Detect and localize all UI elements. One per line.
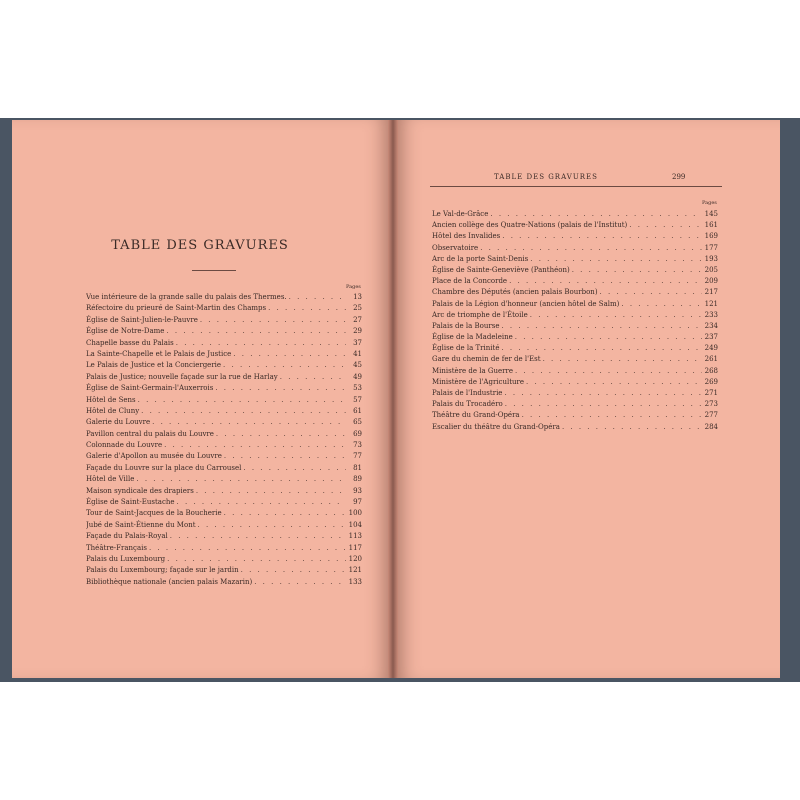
entry-page-number: 193 bbox=[704, 254, 718, 263]
dot-leader bbox=[287, 292, 346, 303]
entry-title: Palais de la Légion d'honneur (ancien hôtel de Salm) bbox=[432, 299, 620, 308]
dot-leader bbox=[162, 440, 346, 451]
dot-leader bbox=[165, 554, 346, 565]
entry-page-number: 13 bbox=[353, 293, 362, 301]
entry-title: Galerie du Louvre bbox=[86, 418, 151, 427]
dot-leader bbox=[136, 395, 346, 406]
toc-entry bbox=[432, 243, 718, 254]
entry-title: La Sainte-Chapelle et le Palais de Justice bbox=[86, 349, 232, 358]
entry-title: Bibliothèque nationale (ancien palais Mazarin) bbox=[86, 577, 253, 586]
right-entry-list bbox=[432, 209, 718, 433]
toc-entry bbox=[86, 577, 362, 588]
toc-entry bbox=[86, 372, 362, 383]
toc-entry bbox=[86, 395, 362, 406]
entry-title: Hôtel des Invalides bbox=[432, 232, 501, 241]
header-rule bbox=[430, 186, 722, 187]
entry-page-number: 121 bbox=[348, 566, 362, 575]
dot-leader bbox=[478, 243, 702, 254]
entry-page-number: 49 bbox=[353, 372, 362, 381]
toc-entry bbox=[432, 276, 718, 287]
right-page bbox=[398, 120, 780, 678]
entry-title: Le Val-de-Grâce bbox=[432, 210, 489, 218]
dot-leader bbox=[520, 410, 702, 421]
toc-entry bbox=[432, 299, 718, 310]
entry-page-number: 93 bbox=[353, 486, 362, 495]
toc-entry bbox=[86, 406, 362, 417]
toc-entry bbox=[432, 265, 718, 276]
entry-title: Arc de la porte Saint-Denis bbox=[432, 254, 529, 263]
entry-page-number: 177 bbox=[704, 243, 718, 252]
entry-page-number: 120 bbox=[348, 554, 362, 563]
entry-page-number: 27 bbox=[353, 315, 362, 324]
dot-leader bbox=[196, 520, 346, 531]
entry-page-number: 261 bbox=[704, 355, 718, 364]
toc-entry bbox=[86, 474, 362, 485]
entry-title: Gare du chemin de fer de l'Est bbox=[432, 355, 541, 364]
dot-leader bbox=[241, 463, 346, 474]
toc-entry bbox=[86, 360, 362, 371]
toc-entry bbox=[86, 417, 362, 428]
entry-page-number: 104 bbox=[348, 520, 362, 529]
toc-entry bbox=[86, 497, 362, 508]
entry-page-number: 61 bbox=[353, 406, 362, 415]
toc-entry bbox=[432, 377, 718, 388]
entry-page-number: 169 bbox=[704, 232, 718, 241]
toc-entry bbox=[86, 543, 362, 554]
entry-page-number: 29 bbox=[353, 327, 362, 336]
toc-entry bbox=[432, 209, 718, 220]
entry-page-number: 249 bbox=[704, 344, 718, 353]
toc-entry bbox=[432, 366, 718, 377]
dot-leader bbox=[139, 406, 346, 417]
page-title: TABLE DES GRAVURES bbox=[111, 238, 289, 253]
entry-page-number: 284 bbox=[704, 422, 718, 431]
dot-leader bbox=[175, 497, 346, 508]
toc-entry bbox=[432, 220, 718, 231]
toc-entry bbox=[86, 520, 362, 531]
toc-entry bbox=[432, 388, 718, 399]
entry-page-number: 89 bbox=[353, 475, 362, 484]
entry-title: Palais de l'Industrie bbox=[432, 389, 503, 397]
entry-title: Théâtre du Grand-Opéra bbox=[432, 411, 520, 420]
dot-leader bbox=[500, 231, 702, 242]
toc-entry bbox=[432, 287, 718, 298]
toc-entry bbox=[432, 321, 718, 332]
entry-title: Escalier du théâtre du Grand-Opéra bbox=[432, 422, 560, 431]
dot-leader bbox=[541, 354, 702, 365]
entry-title: Pavillon central du palais du Louvre bbox=[86, 429, 214, 438]
toc-entry bbox=[86, 531, 362, 542]
toc-entry bbox=[86, 486, 362, 497]
dot-leader bbox=[147, 543, 346, 554]
dot-leader bbox=[499, 321, 702, 332]
dot-leader bbox=[239, 565, 346, 576]
dot-leader bbox=[524, 377, 702, 388]
toc-entry bbox=[86, 383, 362, 394]
entry-page-number: 269 bbox=[704, 377, 718, 386]
entry-page-number: 117 bbox=[348, 543, 362, 552]
dot-leader bbox=[134, 474, 346, 485]
entry-page-number: 271 bbox=[704, 389, 718, 397]
dot-leader bbox=[528, 254, 702, 265]
entry-title: Église de Saint-Germain-l'Auxerrois bbox=[86, 384, 214, 393]
running-head: TABLE DES GRAVURES bbox=[494, 173, 598, 181]
entry-title: Église de Sainte-Geneviève (Panthéon) bbox=[432, 265, 570, 274]
toc-entry bbox=[432, 399, 718, 410]
toc-entry bbox=[86, 508, 362, 519]
entry-title: Ancien collège des Quatre-Nations (palais de l'Institut) bbox=[432, 221, 628, 230]
pages-column-header: Pages bbox=[702, 200, 717, 206]
entry-title: Vue intérieure de la grande salle du palais des Thermes. bbox=[86, 293, 287, 301]
entry-title: Façade du Louvre sur la place du Carrousel bbox=[86, 463, 242, 472]
entry-title: Palais du Luxembourg bbox=[86, 554, 166, 563]
entry-title: Place de la Concorde bbox=[432, 277, 508, 286]
entry-page-number: 233 bbox=[704, 310, 718, 319]
toc-entry bbox=[86, 554, 362, 565]
entry-title: Palais du Luxembourg; façade sur le jardin bbox=[86, 566, 239, 575]
entry-page-number: 237 bbox=[704, 333, 718, 342]
entry-page-number: 209 bbox=[704, 277, 718, 286]
entry-title: Église de Notre-Dame bbox=[86, 327, 165, 336]
entry-title: Ministère de l'Agriculture bbox=[432, 377, 525, 386]
toc-entry bbox=[86, 326, 362, 337]
entry-page-number: 277 bbox=[704, 411, 718, 420]
entry-title: Chapelle basse du Palais bbox=[86, 338, 174, 347]
entry-page-number: 217 bbox=[704, 288, 718, 297]
entry-page-number: 100 bbox=[348, 509, 362, 518]
entry-title: Hôtel de Sens bbox=[86, 395, 136, 404]
book-gutter bbox=[388, 120, 398, 678]
toc-entry bbox=[86, 429, 362, 440]
entry-page-number: 65 bbox=[353, 418, 362, 427]
entry-page-number: 133 bbox=[348, 577, 362, 586]
pages-column-header: Pages bbox=[346, 284, 361, 290]
entry-title: Ministère de la Guerre bbox=[432, 366, 513, 375]
dot-leader bbox=[198, 315, 346, 326]
entry-page-number: 69 bbox=[353, 429, 362, 438]
dot-leader bbox=[266, 303, 346, 314]
toc-entry bbox=[432, 410, 718, 421]
entry-title: Palais de la Bourse bbox=[432, 321, 500, 330]
entry-page-number: 41 bbox=[353, 349, 362, 358]
entry-title: Jubé de Saint-Étienne du Mont bbox=[86, 520, 196, 529]
toc-entry bbox=[86, 349, 362, 360]
entry-title: Hôtel de Ville bbox=[86, 475, 135, 484]
dot-leader bbox=[570, 265, 702, 276]
toc-entry bbox=[432, 422, 718, 433]
toc-entry bbox=[432, 310, 718, 321]
dot-leader bbox=[222, 451, 346, 462]
dot-leader bbox=[619, 299, 702, 310]
title-ornament-rule bbox=[192, 270, 236, 271]
dot-leader bbox=[231, 349, 346, 360]
dot-leader bbox=[214, 429, 346, 440]
toc-entry bbox=[86, 440, 362, 451]
dot-leader bbox=[507, 276, 702, 287]
dot-leader bbox=[598, 287, 702, 298]
entry-title: Théâtre-Français bbox=[86, 543, 147, 552]
entry-title: Galerie d'Apollon au musée du Louvre bbox=[86, 452, 222, 461]
dot-leader bbox=[278, 372, 346, 383]
entry-page-number: 273 bbox=[704, 400, 718, 409]
toc-entry bbox=[86, 463, 362, 474]
dot-leader bbox=[252, 577, 346, 588]
entry-page-number: 57 bbox=[353, 395, 362, 404]
entry-title: Église de la Trinité bbox=[432, 344, 500, 353]
toc-entry bbox=[86, 315, 362, 326]
entry-title: Palais du Trocadéro bbox=[432, 400, 503, 409]
dot-leader bbox=[168, 531, 346, 542]
toc-entry bbox=[86, 451, 362, 462]
toc-entry bbox=[86, 303, 362, 314]
entry-page-number: 113 bbox=[348, 532, 362, 541]
dot-leader bbox=[164, 326, 346, 337]
dot-leader bbox=[194, 486, 346, 497]
toc-entry bbox=[432, 254, 718, 265]
entry-title: Arc de triomphe de l'Étoile bbox=[432, 310, 528, 319]
dot-leader bbox=[213, 383, 346, 394]
entry-page-number: 121 bbox=[704, 299, 718, 308]
entry-title: Colonnade du Louvre bbox=[86, 441, 163, 450]
entry-title: Tour de Saint-Jacques de la Boucherie bbox=[86, 509, 222, 518]
entry-title: Chambre des Députés (ancien palais Bourbon) bbox=[432, 288, 598, 297]
entry-page-number: 234 bbox=[704, 321, 718, 330]
dot-leader bbox=[528, 310, 702, 321]
dot-leader bbox=[627, 220, 702, 231]
entry-title: Église de Saint-Eustache bbox=[86, 498, 175, 507]
dot-leader bbox=[221, 360, 346, 371]
entry-title: Le Palais de Justice et la Conciergerie bbox=[86, 361, 222, 370]
toc-entry bbox=[432, 332, 718, 343]
dot-leader bbox=[488, 209, 702, 220]
toc-entry bbox=[86, 292, 362, 303]
entry-page-number: 45 bbox=[353, 361, 362, 370]
entry-title: Hôtel de Cluny bbox=[86, 406, 140, 415]
entry-title: Réfectoire du prieuré de Saint-Martin des Champs bbox=[86, 304, 267, 313]
dot-leader bbox=[513, 332, 702, 343]
dot-leader bbox=[222, 508, 346, 519]
entry-page-number: 53 bbox=[353, 384, 362, 393]
toc-entry bbox=[432, 231, 718, 242]
entry-page-number: 25 bbox=[353, 304, 362, 313]
entry-page-number: 145 bbox=[704, 210, 718, 218]
toc-entry bbox=[432, 343, 718, 354]
entry-page-number: 161 bbox=[704, 221, 718, 230]
open-book bbox=[0, 118, 800, 682]
entry-title: Église de Saint-Julien-le-Pauvre bbox=[86, 315, 198, 324]
left-page bbox=[12, 120, 388, 678]
toc-entry bbox=[86, 565, 362, 576]
entry-page-number: 268 bbox=[704, 366, 718, 375]
entry-page-number: 77 bbox=[353, 452, 362, 461]
dot-leader bbox=[502, 388, 702, 399]
entry-page-number: 97 bbox=[353, 498, 362, 507]
entry-title: Palais de Justice; nouvelle façade sur la rue de Harlay bbox=[86, 372, 278, 381]
dot-leader bbox=[513, 366, 702, 377]
left-entry-list bbox=[86, 292, 362, 588]
entry-title: Maison syndicale des drapiers bbox=[86, 486, 194, 495]
dot-leader bbox=[499, 343, 702, 354]
entry-title: Observatoire bbox=[432, 243, 479, 252]
dot-leader bbox=[503, 399, 702, 410]
entry-title: Église de la Madeleine bbox=[432, 333, 513, 342]
dot-leader bbox=[150, 417, 346, 428]
dot-leader bbox=[174, 338, 346, 349]
entry-page-number: 81 bbox=[353, 463, 362, 472]
page-number: 299 bbox=[672, 173, 686, 181]
entry-page-number: 73 bbox=[353, 441, 362, 450]
entry-page-number: 205 bbox=[704, 265, 718, 274]
toc-entry bbox=[86, 338, 362, 349]
entry-page-number: 37 bbox=[353, 338, 362, 347]
toc-entry bbox=[432, 354, 718, 365]
entry-title: Façade du Palais-Royal bbox=[86, 532, 168, 541]
dot-leader bbox=[560, 422, 702, 433]
